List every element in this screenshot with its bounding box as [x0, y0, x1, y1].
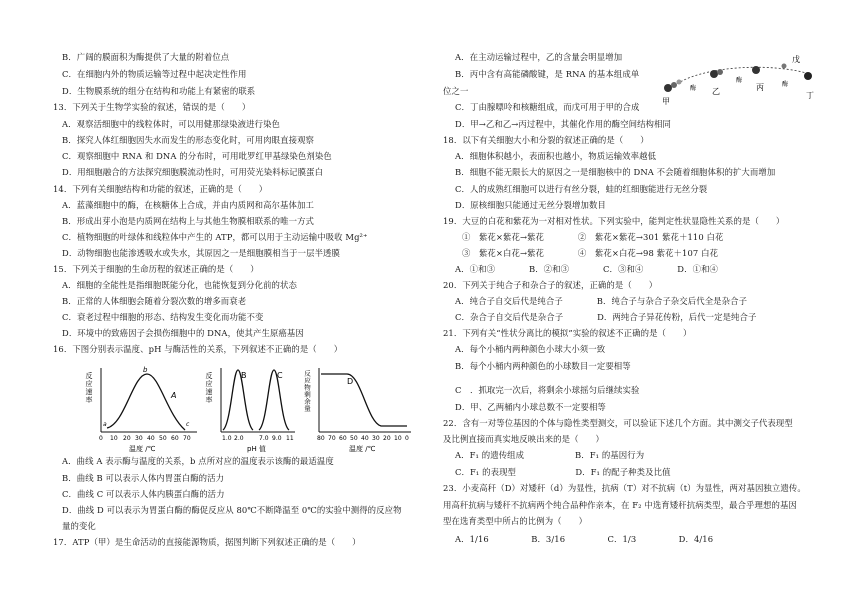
chart3-x-ticks: [317, 435, 409, 442]
question-line: A．细胞的全能性是指细胞既能分化，也能恢复到分化前的状态: [62, 280, 297, 290]
question-line: 19．大豆的白花和紫花为一对相对性状。下列实验中，能判定性状显隐性关系的是（ ）: [443, 216, 785, 226]
chart2-x-label: pH 值: [247, 445, 266, 453]
question-line: D．生物膜系统的组分在结构和功能上有紧密的联系: [62, 86, 256, 96]
tick: 20: [123, 435, 131, 442]
question-line: C．观察细胞中 RNA 和 DNA 的分布时，可用吡罗红甲基绿染色剂染色: [62, 151, 332, 161]
tick: 40: [147, 435, 155, 442]
question-line: D．甲、乙两桶内小球总数不一定要相等: [455, 402, 606, 412]
question-line: A．F₁ 的遗传组成 B．F₁ 的基因行为: [455, 450, 645, 460]
tick: 0: [99, 435, 103, 442]
question-line: D．动物细胞也能渗透吸水或失水，其原因之一是细胞膜相当于一层半透膜: [62, 248, 341, 258]
question-line: A．①和③ B．②和③ C．③和④ D．①和④: [455, 264, 719, 274]
question-line: D．原核细胞只能通过无丝分裂增加数目: [455, 200, 606, 210]
curve-d: [321, 374, 407, 426]
question-line: C．丁由腺嘌呤和核糖组成，而戊可用于甲的合成: [455, 102, 640, 112]
question-line: ③ 紫花×白花→紫花 ④ 紫花×白花→98 紫花＋107 白花: [462, 248, 719, 258]
question-line: A．纯合子自交后代是纯合子 B．纯合子与杂合子杂交后代全是杂合子: [455, 296, 748, 306]
question-line: 量的变化: [62, 521, 96, 531]
tick: 30: [372, 435, 380, 442]
tick: 30: [135, 435, 143, 442]
question-line: 23．小麦高秆（D）对矮秆（d）为显性，抗病（T）对不抗病（t）为显性，两对基因独立遗传。: [443, 483, 806, 493]
molecule-yi: [710, 69, 723, 96]
question-line: C．人的成熟红细胞可以进行有丝分裂，蛙的红细胞能进行无丝分裂: [455, 184, 708, 194]
chart1-y-label: 反应速率: [85, 372, 93, 404]
tick: 60: [339, 435, 347, 442]
label-yi: 乙: [712, 87, 720, 96]
chart-reactant: [303, 368, 411, 453]
tick: 60: [171, 435, 179, 442]
molecule-wu: [782, 54, 801, 69]
chart-ph: [205, 368, 295, 453]
chart2-y-label: 反应速率: [205, 372, 213, 404]
tick: 10: [394, 435, 402, 442]
question-line: C．杂合子自交后代是杂合子 D．两纯合子异花传粉，后代一定是纯合子: [455, 312, 757, 322]
question-line: B．每个小桶内两种颜色的小球数目一定要相等: [455, 361, 631, 371]
question-line: C．F₁ 的表现型 D．F₁ 的配子种类及比值: [455, 467, 671, 477]
question-line: A．在主动运输过程中，乙的含量会明显增加: [455, 52, 623, 62]
tick: 2.0: [234, 435, 244, 442]
question-line: 17．ATP（甲）是生命活动的直接能源物质，据图判断下列叙述正确的是（ ）: [53, 537, 361, 547]
question-line: C．曲线 C 可以表示人体内胰蛋白酶的活力: [62, 489, 225, 499]
question-line: 及比例直接而真实地反映出来的是（ ）: [443, 434, 605, 444]
curve-c: [259, 370, 289, 430]
question-line: 21．下列有关“性状分离比的模拟”实验的叙述不正确的是（ ）: [443, 328, 692, 338]
label-ding: 丁: [806, 91, 814, 100]
question-line: ① 紫花×紫花→紫花 ② 紫花×紫花→301 紫花＋110 白花: [462, 232, 724, 242]
tick: 10: [110, 435, 118, 442]
chart1-x-ticks: [99, 435, 191, 442]
question-line: C．植物细胞的叶绿体和线粒体中产生的 ATP，都可以用于主动运输中吸收 Mg²⁺: [62, 232, 368, 242]
molecule-ding: [804, 72, 814, 100]
tick: 7.0: [259, 435, 269, 442]
question-line: 20．下列关于纯合子和杂合子的叙述，正确的是（ ）: [443, 280, 658, 290]
question-line: 13．下列关于生物学实验的叙述，错误的是（ ）: [53, 102, 251, 112]
chart3-x-label: 温度 /℃: [349, 445, 376, 453]
question-line: B．丙中含有高能磷酸键，是 RNA 的基本组成单: [455, 69, 640, 79]
curve-a: [107, 374, 185, 430]
chart2-x-ticks: [222, 435, 294, 442]
enzyme-label-2: 酶: [736, 77, 743, 84]
enzyme-activity-figure: [85, 364, 415, 456]
tick: 70: [328, 435, 336, 442]
question-line: D．甲→乙和乙→丙过程中，其催化作用的酶空间结构相同: [455, 119, 671, 129]
question-line: A．1/16 B．3/16 C．1/3 D．4/16: [455, 534, 714, 544]
question-line: B．探究人体红细胞因失水而发生的形态变化时，可用肉眼直接观察: [62, 135, 315, 145]
question-line: B．正常的人体细胞会随着分裂次数的增多而衰老: [62, 296, 247, 306]
tick: 50: [159, 435, 167, 442]
tick: 50: [350, 435, 358, 442]
label-jia: 甲: [662, 97, 670, 106]
molecule-bing: [752, 66, 764, 92]
tick: 1.0: [222, 435, 232, 442]
question-line: C ．抓取完一次后，将剩余小球摇匀后继续实验: [455, 385, 640, 395]
question-line: 22．含有一对等位基因的个体与隐性类型测交，可以验证下述几个方面。其中测交子代表现型: [443, 418, 793, 428]
point-b-label: b: [143, 366, 148, 374]
tick: 9.0: [272, 435, 282, 442]
question-line: B．形成出芽小泡是内质网在结构上与其他生物膜相联系的唯一方式: [62, 216, 315, 226]
chart-temperature: [85, 366, 197, 453]
question-line: 16．下图分别表示温度、pH 与酶活性的关系，下列叙述不正确的是（ ）: [53, 344, 343, 354]
question-line: C．在细胞内外的物质运输等过程中起决定性作用: [62, 69, 247, 79]
curve-b: [223, 370, 253, 430]
atp-conversion-diagram: [660, 52, 820, 108]
question-line: 18．以下有关细胞大小和分裂的叙述正确的是（ ）: [443, 135, 649, 145]
question-line: 用高秆抗病与矮秆不抗病两个纯合品种作亲本，在 F₂ 中选育矮秆抗病类型，最合乎理想的基因: [443, 500, 797, 510]
tick: 0: [405, 435, 409, 442]
question-line: D．环境中的致癌因子会损伤细胞中的 DNA，使其产生原癌基因: [62, 328, 304, 338]
question-line: B．广阔的膜面积为酶提供了大量的附着位点: [62, 52, 230, 62]
tick: 20: [383, 435, 391, 442]
question-line: B．细胞不能无限长大的原因之一是细胞核中的 DNA 不会随着细胞体积的扩大而增加: [455, 167, 776, 177]
tick: 80: [317, 435, 325, 442]
chart3-y-label: 反应物剩余量: [303, 370, 311, 412]
tick: 70: [183, 435, 191, 442]
enzyme-label-1: 酶: [690, 85, 697, 92]
question-line: C．衰老过程中细胞的形态、结构发生变化而功能不变: [62, 312, 264, 322]
label-bing: 丙: [756, 83, 764, 92]
curve-b-label: B: [241, 371, 247, 380]
question-line: A．曲线 A 表示酶与温度的关系，b 点所对应的温度表示该酶的最适温度: [62, 456, 334, 466]
tick: 11: [286, 435, 294, 442]
question-line: D．曲线 D 可以表示为胃蛋白酶的酶促反应从 80℃不断降温至 0℃的实验中测得的反应物: [62, 505, 402, 515]
question-line: 位之一: [443, 86, 469, 96]
question-line: 15．下列关于细胞的生命历程的叙述正确的是（ ）: [53, 264, 259, 274]
molecule-jia: [662, 80, 682, 107]
curve-c-label: C: [277, 371, 283, 380]
question-line: A．蓝藻细胞中的酶，在核糖体上合成，并由内质网和高尔基体加工: [62, 200, 314, 210]
tick: 40: [361, 435, 369, 442]
question-line: 14．下列有关细胞结构和功能的叙述，正确的是（ ）: [53, 184, 268, 194]
question-line: A．每个小桶内两种颜色小球大小须一致: [455, 344, 606, 354]
point-a-label: a: [103, 421, 107, 428]
label-wu: 戊: [792, 55, 800, 64]
curve-a-label: A: [171, 391, 177, 400]
chart1-x-label: 温度 /℃: [129, 445, 156, 453]
question-line: B．曲线 B 可以表示人体内胃蛋白酶的活力: [62, 473, 225, 483]
point-c-label: c: [186, 421, 190, 428]
question-line: 型在选育类型中所占的比例为（ ）: [443, 516, 588, 526]
question-line: A．观察活细胞中的线粒体时，可以用健那绿染液进行染色: [62, 119, 281, 129]
question-line: A．细胞体积越小，表面积也越小，物质运输效率越低: [455, 151, 657, 161]
question-line: D．用细胞融合的方法探究细胞膜流动性时，可用荧光染料标记膜蛋白: [62, 167, 324, 177]
curve-d-label: D: [347, 377, 354, 386]
enzyme-label-3: 酶: [782, 81, 789, 88]
